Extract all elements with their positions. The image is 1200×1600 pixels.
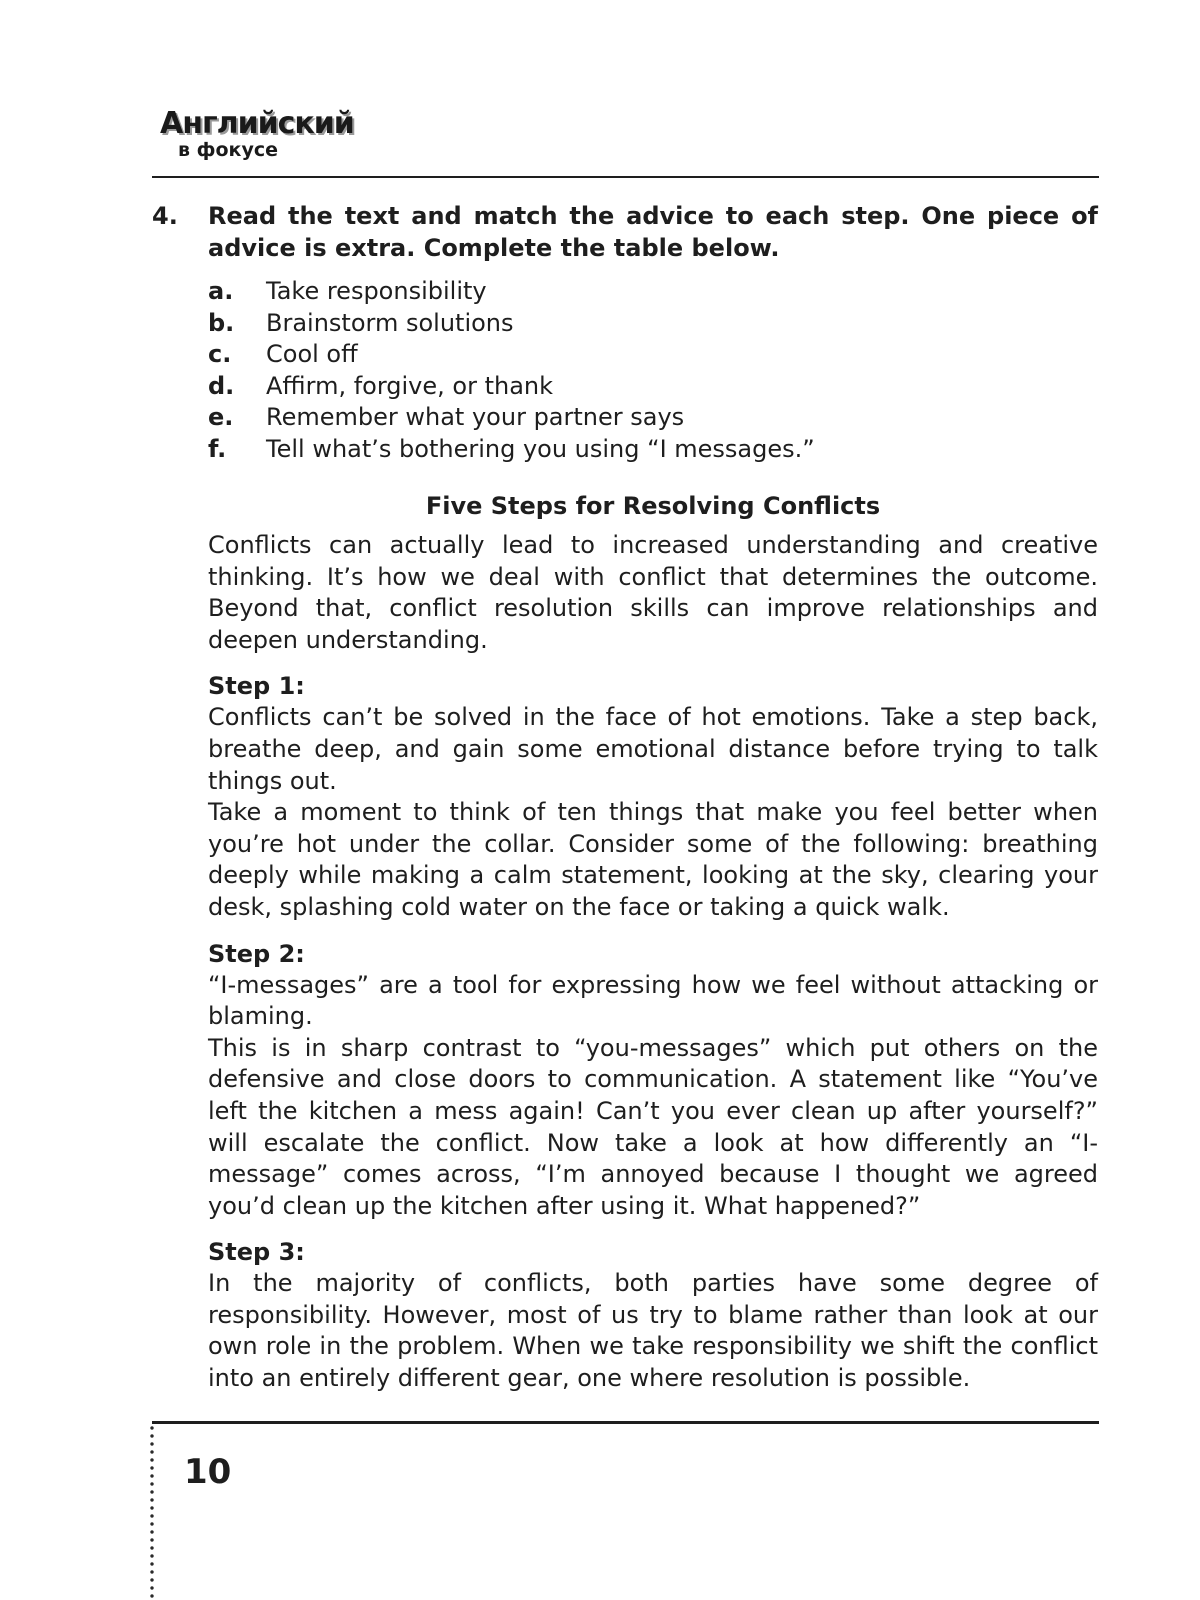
article-title: Five Steps for Resolving Conflicts	[425, 492, 881, 520]
step-heading: Step 3:	[208, 1238, 305, 1267]
dotted-margin-line	[150, 1424, 154, 1600]
step-2-section	[208, 938, 1098, 1223]
step-paragraph: “I-messages” are a tool for expressing how we feel without attacking or blaming.	[208, 970, 1098, 1031]
logo-subtitle: в фокусе	[178, 139, 278, 161]
advice-option	[208, 339, 1098, 371]
option-text: Remember what your partner says	[266, 403, 685, 432]
option-letter: b.	[208, 308, 235, 337]
task-number: 4.	[152, 202, 178, 230]
advice-option	[208, 276, 1098, 308]
option-letter: f.	[208, 434, 227, 463]
option-text: Cool off	[266, 340, 358, 369]
step-paragraph: Take a moment to think of ten things that make you feel better when you’re hot under the collar. Consider some of the following: breathing deeply while making a calm statement, looking at the sky, clearing your desk, splashing cold water on the face or taking a quick walk.	[208, 798, 1098, 921]
advice-option	[208, 434, 1098, 466]
option-letter: e.	[208, 403, 234, 432]
option-text: Affirm, forgive, or thank	[266, 371, 554, 400]
option-text: Brainstorm solutions	[266, 308, 514, 337]
task-instruction: Read the text and match the advice to each step. One piece of advice is extra. Complete the table below.	[208, 202, 1098, 262]
article-intro: Conflicts can actually lead to increased understanding and creative thinking. It’s how we deal with conflict that determines the outcome. Beyond that, conflict resolution skills can improve relationships and deepen understanding.	[208, 531, 1098, 654]
option-letter: c.	[208, 340, 232, 369]
step-paragraph: This is in sharp contrast to “you-messages” which put others on the defensive and close doors to communication. A statement like “You’ve left the kitchen a mess again! Can’t you ever clean up after yourself?” will escalate the conflict. Now take a look at how differently an “I-message” comes across, “I’m annoyed because I thought we agreed you’d clean up the kitchen after using it. What happened?”	[208, 1033, 1098, 1220]
advice-options-list	[208, 276, 1098, 466]
textbook-logo	[160, 106, 354, 168]
option-letter: a.	[208, 277, 234, 305]
logo-title: Английский	[160, 106, 354, 141]
step-paragraph: Conflicts can’t be solved in the face of hot emotions. Take a step back, breathe deep, and gain some emotional distance before trying to talk things out.	[208, 703, 1098, 795]
advice-option	[208, 371, 1098, 403]
option-letter: d.	[208, 371, 235, 400]
step-heading: Step 1:	[208, 672, 305, 701]
step-3-section	[208, 1236, 1098, 1394]
advice-option	[208, 402, 1098, 434]
header-divider	[152, 176, 1099, 178]
option-text: Tell what’s bothering you using “I messages.”	[266, 434, 815, 463]
step-1-section	[208, 670, 1098, 923]
step-paragraph: In the majority of conflicts, both parties have some degree of responsibility. However, most of us try to blame rather than look at our own role in the problem. When we take responsibility we shift the conflict into an entirely different gear, one where resolution is possible.	[208, 1269, 1098, 1393]
page-number: 10	[184, 1452, 232, 1492]
article	[208, 490, 1098, 1395]
option-text: Take responsibility	[266, 277, 487, 305]
footer-divider	[152, 1421, 1099, 1424]
advice-option	[208, 308, 1098, 340]
step-heading: Step 2:	[208, 939, 305, 968]
